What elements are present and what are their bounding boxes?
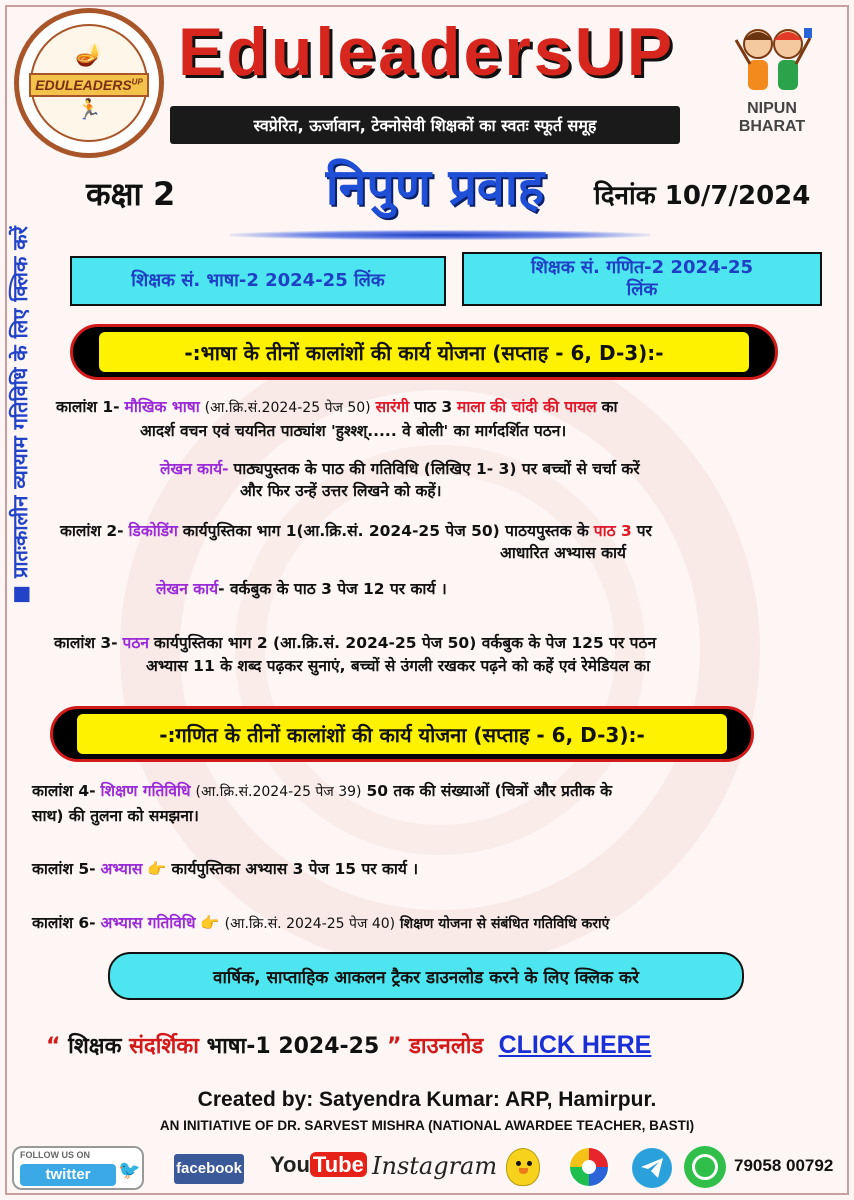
kalansh-2-lekhan-text: - वर्कबुक के पाठ 3 पेज 12 पर कार्य ।: [218, 580, 447, 598]
kalansh-1-lekhan-text: पाठ्यपुस्तक के पाठ की गतिविधि (लिखिए 1- 3) पर बच्चों से चर्चा करें: [233, 460, 640, 478]
youtube-tube: Tube: [310, 1152, 367, 1177]
kalansh-4-subject: शिक्षण गतिविधि: [100, 782, 191, 800]
koo-eye-icon: [527, 1161, 532, 1166]
facebook-button[interactable]: facebook: [174, 1154, 244, 1184]
kalansh-1-highlight-2: माला की चांदी की पायल: [457, 398, 597, 416]
koo-eye-icon: [516, 1161, 521, 1166]
paper-plane-icon: [640, 1157, 664, 1179]
kalansh-3-subject: पठन: [122, 634, 149, 652]
page-title: निपुण प्रवाह: [325, 158, 545, 216]
instagram-button[interactable]: Instagram: [372, 1152, 498, 1180]
brand-title: EduleadersUP: [178, 14, 676, 90]
kalansh-3-label: कालांश 3-: [54, 634, 118, 652]
kalansh-1-label: कालांश 1-: [56, 398, 120, 416]
download-word-3: भाषा-1 2024-25: [206, 1034, 380, 1059]
tagline: स्वप्रेरित, ऊर्जावान, टेक्नोसेवी शिक्षकों का स्वतः स्फूर्त समूह: [170, 106, 680, 144]
kalansh-2-text: कार्यपुस्तिका भाग 1(आ.क्रि.सं. 2024-25 पेज 50) पाठयपुस्तक के: [182, 522, 589, 540]
social-footer: [8, 1140, 846, 1194]
sharechat-center: [582, 1160, 596, 1174]
pointing-hand-icon: 👉: [200, 914, 220, 932]
kalansh-2-lekhan: [156, 578, 447, 600]
kalansh-4-ref: (आ.क्रि.सं.2024-25 पेज 39): [195, 784, 362, 800]
class-label: कक्षा 2: [86, 175, 176, 213]
kalansh-2-line2: आधारित अभ्यास कार्य: [500, 544, 627, 562]
ganit-section-header: [50, 706, 754, 762]
twitter-label: twitter: [20, 1164, 116, 1186]
kalansh-6-ref: (आ.क्रि.सं. 2024-25 पेज 40): [224, 916, 396, 932]
bhasha-link-button[interactable]: [70, 256, 446, 306]
kalansh-6-text: शिक्षण योजना से संबंधित गतिविधि कराएं: [400, 916, 610, 932]
date-label: दिनांक 10/7/2024: [594, 181, 811, 211]
title-box: [290, 152, 580, 230]
nipun-text: [712, 100, 832, 136]
lamp-icon: 🪔: [75, 43, 103, 68]
title-underline: [230, 230, 650, 240]
ganit-link-label: [531, 257, 753, 301]
logo-sup: UP: [131, 77, 143, 87]
kalansh-1-subject: मौखिक भाषा: [124, 398, 200, 416]
kalansh-4-text: 50 तक की संख्याओं (चित्रों और प्रतीक के: [366, 782, 613, 800]
ganit-link-button[interactable]: [462, 252, 822, 306]
twitter-bird-icon: 🐦: [118, 1160, 141, 1181]
download-word-2: संदर्शिका: [129, 1034, 199, 1059]
click-here-link[interactable]: CLICK HERE: [498, 1031, 652, 1059]
kalansh-1-line: [56, 396, 618, 419]
download-word-1: शिक्षक: [68, 1034, 122, 1059]
kalansh-2-end: पर: [636, 522, 652, 540]
phone-number: 79058 00792: [734, 1156, 834, 1175]
kalansh-6-label: कालांश 6-: [32, 914, 96, 932]
kalansh-1-highlight-1: सारंगी: [375, 398, 410, 416]
kalansh-6-subject: अभ्यास गतिविधि: [100, 914, 196, 932]
kalansh-3-text: कार्यपुस्तिका भाग 2 (आ.क्रि.सं. 2024-25 पेज 50) वर्कबुक के पेज 125 पर पठन: [153, 634, 657, 652]
logo-inner: [30, 24, 148, 142]
runner-icon: 🏃: [76, 97, 102, 121]
tracker-download-button[interactable]: [108, 952, 744, 1000]
initiative-line: AN INITIATIVE OF DR. SARVEST MISHRA (NATIONAL AWARDEE TEACHER, BASTI): [159, 1118, 695, 1133]
bhasha-section-title: -:भाषा के तीनों कालांशों की कार्य योजना (सप्ताह - 6, D-3):-: [99, 332, 749, 372]
youtube-you: You: [270, 1152, 310, 1177]
quote-close: ”: [386, 1034, 402, 1059]
kalansh-6-line: [32, 912, 609, 935]
ganit-link-line2: लिंक: [626, 279, 658, 300]
kalansh-2-highlight: पाठ 3: [593, 522, 632, 540]
logo-banner: [29, 73, 149, 97]
follow-us-label: FOLLOW US ON: [20, 1150, 90, 1160]
nipun-line2: BHARAT: [738, 118, 806, 135]
kalansh-5-line: [32, 858, 418, 880]
kalansh-2-subject: डिकोडिंग: [128, 522, 178, 540]
bhasha-link-label: शिक्षक सं. भाषा-2 2024-25 लिंक: [131, 270, 385, 291]
kalansh-1-line2: आदर्श वचन एवं चयनित पाठ्यांश 'हुश्श्श्..... वे बोली' का मार्गदर्शित पठन।: [140, 422, 567, 440]
whatsapp-phone-ring: [692, 1154, 718, 1180]
koo-beak-icon: [519, 1168, 528, 1174]
kalansh-1-lekhan: [160, 458, 640, 480]
kalansh-1-lekhan-line2: और फिर उन्हें उत्तर लिखने को कहें।: [240, 482, 442, 500]
kalansh-1-lesson: पाठ 3: [414, 398, 453, 416]
kalansh-5-subject: अभ्यास: [100, 860, 143, 878]
bhasha-section-header: [70, 324, 778, 380]
exercise-link-text[interactable]: ■ प्रातःकालीन व्यायाम गतिविधि के लिए क्लिक करें: [8, 226, 32, 604]
nipun-bharat-logo: [712, 20, 832, 150]
kalansh-1-end: का: [601, 398, 618, 416]
ganit-link-line1: शिक्षक सं. गणित-2 2024-25: [530, 257, 754, 278]
ganit-section-title: -:गणित के तीनों कालांशों की कार्य योजना (सप्ताह - 6, D-3):-: [77, 714, 727, 754]
kalansh-3-line2: अभ्यास 11 के शब्द पढ़कर सुनाएं, बच्चों से उंगली रखकर पढ़ने को कहें एवं रेमेडियल का: [146, 657, 651, 675]
koo-icon[interactable]: [506, 1148, 540, 1186]
kalansh-4-line: [32, 780, 612, 803]
logo-text: EDULEADERS: [35, 77, 132, 93]
kalansh-5-text: कार्यपुस्तिका अभ्यास 3 पेज 15 पर कार्य ।: [171, 860, 419, 878]
eduleaders-logo: [14, 8, 164, 158]
kalansh-2-line: [60, 520, 652, 542]
sharechat-icon[interactable]: [568, 1146, 610, 1188]
kalansh-3-line: [54, 632, 656, 654]
created-by: Created by: Satyendra Kumar: ARP, Hamirpur.: [197, 1088, 657, 1111]
sandarshika-download-row: [46, 1030, 826, 1064]
kids-icon: [730, 20, 814, 100]
kalansh-2-lekhan-label: लेखन कार्य: [156, 580, 219, 598]
quote-open: “: [46, 1034, 61, 1059]
tracker-label: वार्षिक, साप्ताहिक आकलन ट्रैकर डाउनलोड करने के लिए क्लिक करे: [213, 967, 639, 988]
kalansh-4-line2: साथ) की तुलना को समझना।: [32, 807, 199, 825]
telegram-icon[interactable]: [632, 1148, 672, 1188]
kalansh-5-label: कालांश 5-: [32, 860, 96, 878]
twitter-badge[interactable]: [12, 1146, 144, 1190]
kalansh-2-label: कालांश 2-: [60, 522, 124, 540]
youtube-button[interactable]: [270, 1152, 364, 1184]
exercise-link-sidebar[interactable]: [0, 160, 36, 670]
kalansh-1-ref: (आ.क्रि.सं.2024-25 पेज 50): [204, 400, 371, 416]
nipun-line1: NIPUN: [747, 100, 797, 117]
download-word-4: डाउनलोड: [409, 1034, 484, 1059]
kalansh-1-lekhan-label: लेखन कार्य-: [160, 460, 229, 478]
pointing-hand-icon: 👉: [147, 860, 167, 878]
whatsapp-icon[interactable]: [684, 1146, 726, 1188]
kalansh-4-label: कालांश 4-: [32, 782, 96, 800]
